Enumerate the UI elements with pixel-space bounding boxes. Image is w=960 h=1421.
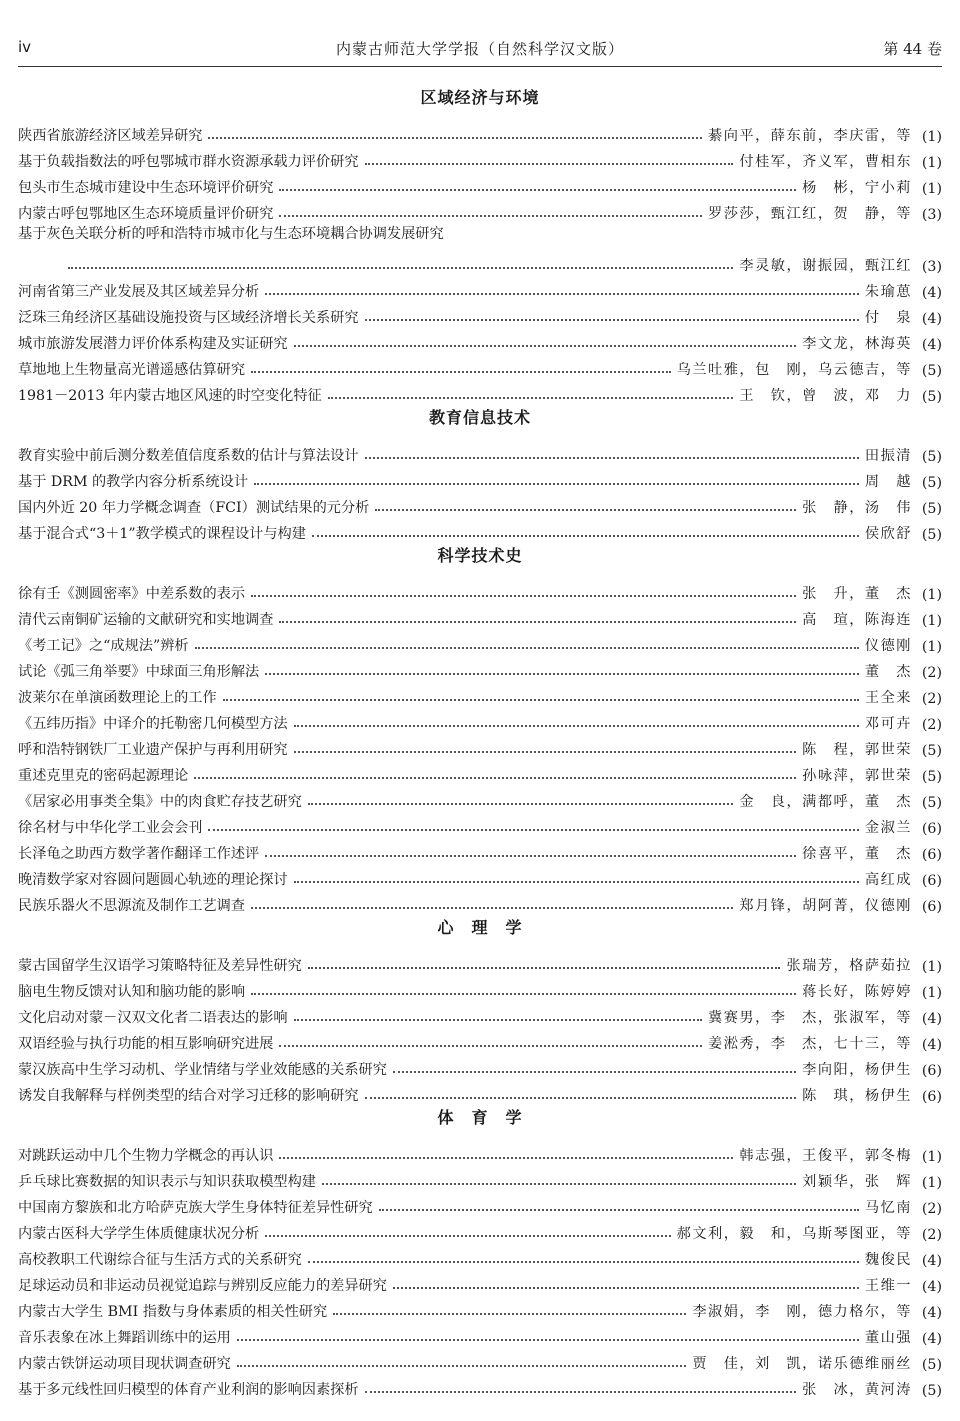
entry-authors: 金淑兰 (864, 820, 912, 836)
entry-title: 基于 DRM 的教学内容分析系统设计 (18, 474, 249, 490)
entry-authors: 魏俊民 (864, 1252, 912, 1268)
entry-authors: 高红成 (864, 872, 912, 888)
dot-leader (312, 535, 859, 537)
toc-entry[interactable] (18, 517, 942, 543)
entry-authors: 刘颖华，张 辉 (802, 1174, 912, 1190)
entry-page: (5) (921, 527, 942, 543)
dot-leader (251, 595, 796, 597)
page-number: iv (18, 38, 32, 56)
toc-entry[interactable] (18, 379, 942, 405)
dot-leader (393, 1071, 796, 1073)
entry-authors: 冀赛男，李 杰，张淑军，等 (708, 1010, 912, 1026)
entry-title: 脑电生物反馈对认知和脑功能的影响 (18, 984, 246, 1000)
entry-page: (6) (921, 821, 942, 837)
toc-entry[interactable] (18, 889, 942, 915)
entry-authors: 韩志强，王俊平，郭冬梅 (739, 1148, 912, 1164)
dot-leader (294, 725, 859, 727)
entry-title: 内蒙古医科大学学生体质健康状况分析 (18, 1226, 260, 1242)
entry-title: 城市旅游发展潜力评价体系构建及实证研究 (18, 336, 288, 352)
entry-page: (1) (921, 587, 942, 603)
toc-entry[interactable] (18, 327, 942, 353)
toc-entry[interactable] (18, 119, 942, 145)
entry-title: 教育实验中前后测分数差值信度系数的估计与算法设计 (18, 448, 359, 464)
entry-page: (2) (921, 691, 942, 707)
dot-leader (237, 1365, 687, 1367)
entry-title: 内蒙古大学生 BMI 指数与身体素质的相关性研究 (18, 1304, 328, 1320)
dot-leader (365, 319, 859, 321)
entry-authors: 邓可卉 (864, 716, 912, 732)
entry-title: 对跳跃运动中几个生物力学概念的再认识 (18, 1148, 274, 1164)
entry-page: (6) (921, 899, 942, 915)
entry-authors: 张 静，汤 伟 (802, 500, 912, 516)
entry-page: (1) (921, 181, 942, 197)
toc-entry[interactable] (18, 759, 942, 785)
entry-title: 音乐表象在冰上舞蹈训练中的运用 (18, 1330, 231, 1346)
entry-page: (6) (921, 873, 942, 889)
entry-title: 陕西省旅游经济区域差异研究 (18, 128, 203, 144)
toc-entry[interactable] (18, 1079, 942, 1105)
toc-entry[interactable] (18, 1165, 942, 1191)
entry-title: 国内外近 20 年力学概念调查（FCI）测试结果的元分析 (18, 500, 370, 516)
entry-authors: 董山强 (864, 1330, 912, 1346)
toc-entry[interactable] (18, 491, 942, 517)
toc-entry[interactable] (18, 275, 942, 301)
section-heading: 教育信息技术 (428, 408, 531, 427)
entry-title: 内蒙古呼包鄂地区生态环境质量评价研究 (18, 206, 274, 222)
toc-entry[interactable] (18, 465, 942, 491)
section-heading: 体 育 学 (437, 1108, 523, 1127)
entry-title: 泛珠三角经济区基础设施投资与区域经济增长关系研究 (18, 310, 359, 326)
entry-page: (4) (921, 311, 942, 327)
entry-authors: 陈 程，郭世荣 (802, 742, 912, 758)
entry-page: (5) (921, 363, 942, 379)
toc-entry[interactable] (18, 863, 942, 889)
table-of-contents (18, 85, 942, 1399)
toc-entry[interactable] (18, 1053, 942, 1079)
entry-page: (4) (921, 1331, 942, 1347)
entry-title: 《考工记》之“成规法”辨析 (18, 638, 189, 654)
entry-authors: 张 升，董 杰 (802, 586, 912, 602)
dot-leader (208, 829, 858, 831)
journal-title: 内蒙古师范大学学报（自然科学汉文版） (335, 40, 624, 58)
entry-page: (5) (921, 475, 942, 491)
entry-page: (2) (921, 665, 942, 681)
toc-entry[interactable] (18, 785, 942, 811)
entry-title: 双语经验与执行功能的相互影响研究进展 (18, 1036, 274, 1052)
entry-page: (4) (921, 1305, 942, 1321)
entry-title: 高校教职工代谢综合征与生活方式的关系研究 (18, 1252, 302, 1268)
toc-entry[interactable] (18, 1001, 942, 1027)
entry-authors: 王维一 (864, 1278, 912, 1294)
entry-page: (1) (921, 129, 942, 145)
entry-title: 草地地上生物量高光谱遥感估算研究 (18, 362, 246, 378)
toc-entry[interactable] (18, 1295, 942, 1321)
volume-label: 第 44 卷 (883, 40, 942, 58)
entry-page: (5) (921, 501, 942, 517)
dot-leader (393, 1287, 859, 1289)
entry-page: (2) (921, 1201, 942, 1217)
dot-leader (279, 215, 702, 217)
entry-authors: 侯欣舒 (864, 526, 912, 542)
toc-entry[interactable] (18, 811, 942, 837)
entry-title: 基于多元线性回归模型的体育产业利润的影响因素探析 (18, 1382, 359, 1398)
toc-entry[interactable] (18, 975, 942, 1001)
entry-page: (1) (921, 1149, 942, 1165)
entry-title: 文化启动对蒙－汉双文化者二语表达的影响 (18, 1010, 288, 1026)
entry-authors: 郑月锋，胡阿菁，仪德刚 (739, 898, 912, 914)
entry-page: (6) (921, 847, 942, 863)
toc-entry[interactable] (18, 1373, 942, 1399)
entry-authors: 田振清 (864, 448, 912, 464)
entry-title: 呼和浩特钢铁厂工业遗产保护与再利用研究 (18, 742, 288, 758)
entry-title: 长泽龟之助西方数学著作翻译工作述评 (18, 846, 260, 862)
entry-authors: 孙咏萍，郭世荣 (802, 768, 912, 784)
toc-entry[interactable] (18, 577, 942, 603)
entry-page: (5) (921, 1357, 942, 1373)
entry-authors: 姜淞秀，李 杰，七十三，等 (708, 1036, 912, 1052)
entry-authors: 张 冰，黄河涛 (802, 1382, 912, 1398)
dot-leader (375, 509, 796, 511)
entry-page: (2) (921, 717, 942, 733)
entry-title: 《五纬历指》中译介的托勒密几何模型方法 (18, 716, 288, 732)
entry-authors: 金 良，满都呼，董 杰 (739, 794, 912, 810)
dot-leader (379, 1209, 859, 1211)
dot-leader (365, 1391, 797, 1393)
entry-authors: 贾 佳，刘 凯，诺乐德维丽丝 (692, 1356, 912, 1372)
toc-entry[interactable] (18, 197, 942, 223)
entry-title: 内蒙古铁饼运动项目现状调查研究 (18, 1356, 231, 1372)
entry-title: 包头市生态城市建设中生态环境评价研究 (18, 180, 274, 196)
entry-title: 基于混合式“3＋1”教学模式的课程设计与构建 (18, 526, 306, 542)
dot-leader (365, 1097, 797, 1099)
dot-leader (294, 345, 797, 347)
dot-leader (237, 1339, 859, 1341)
dot-leader (251, 907, 733, 909)
running-header (18, 36, 942, 67)
dot-leader (208, 137, 702, 139)
entry-page: (4) (921, 1279, 942, 1295)
entry-page: (4) (921, 337, 942, 353)
dot-leader (294, 881, 859, 883)
entry-title: 基于负载指数法的呼包鄂城市群水资源承载力评价研究 (18, 154, 359, 170)
entry-authors: 付 泉 (864, 310, 912, 326)
toc-entry[interactable] (18, 1269, 942, 1295)
dot-leader (251, 993, 796, 995)
entry-title: 足球运动员和非运动员视觉追踪与辨别反应能力的差异研究 (18, 1278, 387, 1294)
dot-leader (279, 1045, 702, 1047)
entry-page: (5) (921, 1383, 942, 1399)
toc-entry[interactable] (18, 707, 942, 733)
section-heading: 区域经济与环境 (420, 88, 540, 107)
entry-title: 徐有壬《测圆密率》中差系数的表示 (18, 586, 246, 602)
entry-title: 中国南方黎族和北方哈萨克族大学生身体特征差异性研究 (18, 1200, 373, 1216)
dot-leader (194, 777, 796, 779)
entry-authors: 蒋长好，陈婷婷 (802, 984, 912, 1000)
dot-leader (265, 673, 859, 675)
dot-leader (68, 267, 733, 269)
entry-title: 重述克里克的密码起源理论 (18, 768, 189, 784)
entry-title: 蒙古国留学生汉语学习策略特征及差异性研究 (18, 958, 302, 974)
entry-page: (4) (921, 1011, 942, 1027)
entry-title: 蒙汉族高中生学习动机、学业情绪与学业效能感的关系研究 (18, 1062, 387, 1078)
toc-entry[interactable] (18, 145, 942, 171)
dot-leader (308, 1261, 859, 1263)
dot-leader (223, 699, 859, 701)
entry-authors: 李灵敏，谢振园，甄江红 (739, 258, 912, 274)
toc-entry[interactable] (18, 1347, 942, 1373)
toc-entry[interactable] (18, 837, 942, 863)
toc-entry[interactable] (18, 439, 942, 465)
dot-leader (308, 967, 781, 969)
dot-leader (195, 647, 859, 649)
entry-page: (1) (921, 155, 942, 171)
dot-leader (265, 1235, 670, 1237)
entry-title: 波莱尔在单演函数理论上的工作 (18, 690, 217, 706)
entry-title: 诱发自我解释与样例类型的结合对学习迁移的影响研究 (18, 1088, 359, 1104)
entry-title: 徐名材与中华化学工业会会刊 (18, 820, 203, 836)
entry-title: 民族乐器火不思源流及制作工艺调查 (18, 898, 246, 914)
entry-page: (4) (921, 1037, 942, 1053)
dot-leader (254, 483, 859, 485)
toc-entry-continuation[interactable] (18, 249, 942, 275)
dot-leader (265, 293, 859, 295)
entry-authors: 朱瑜葸 (864, 284, 912, 300)
toc-entry[interactable] (18, 223, 942, 249)
dot-leader (294, 1019, 702, 1021)
entry-page: (1) (921, 985, 942, 1001)
entry-page: (2) (921, 1227, 942, 1243)
dot-leader (265, 855, 796, 857)
entry-authors: 罗莎莎，甄江红，贺 静，等 (708, 206, 912, 222)
entry-authors: 陈 琪，杨伊生 (802, 1088, 912, 1104)
section-heading: 科学技术史 (437, 546, 523, 565)
dot-leader (365, 457, 859, 459)
entry-title: 乒乓球比赛数据的知识表示与知识获取模型构建 (18, 1174, 316, 1190)
dot-leader (322, 1183, 796, 1185)
entry-authors: 杨 彬，宁小莉 (802, 180, 912, 196)
entry-authors: 周 越 (864, 474, 912, 490)
dot-leader (279, 189, 796, 191)
dot-leader (333, 1313, 686, 1315)
entry-authors: 徐喜平，董 杰 (802, 846, 912, 862)
entry-title: 1981－2013 年内蒙古地区风速的时空变化特征 (18, 388, 322, 404)
entry-page: (1) (921, 959, 942, 975)
entry-authors: 綦向平，薛东前，李庆雷，等 (708, 128, 912, 144)
toc-entry[interactable] (18, 681, 942, 707)
entry-authors: 李向阳，杨伊生 (802, 1062, 912, 1078)
entry-page: (1) (921, 1175, 942, 1191)
entry-authors: 李淑娟，李 刚，德力格尔，等 (692, 1304, 912, 1320)
toc-entry[interactable] (18, 629, 942, 655)
entry-page: (1) (921, 639, 942, 655)
entry-title: 试论《弧三角举要》中球面三角形解法 (18, 664, 260, 680)
entry-page: (6) (921, 1063, 942, 1079)
toc-entry[interactable] (18, 733, 942, 759)
entry-page: (3) (921, 259, 942, 275)
entry-page: (4) (921, 285, 942, 301)
entry-page: (5) (921, 389, 942, 405)
entry-title: 清代云南铜矿运输的文献研究和实地调查 (18, 612, 274, 628)
toc-entry[interactable] (18, 353, 942, 379)
entry-authors: 董 杰 (864, 664, 912, 680)
entry-authors: 王全来 (864, 690, 912, 706)
entry-page: (1) (921, 613, 942, 629)
entry-authors: 马忆南 (864, 1200, 912, 1216)
entry-authors: 乌兰吐雅，包 刚，乌云德吉，等 (676, 362, 912, 378)
toc-entry[interactable] (18, 1191, 942, 1217)
toc-entry[interactable] (18, 301, 942, 327)
entry-title: 河南省第三产业发展及其区域差异分析 (18, 284, 260, 300)
toc-entry[interactable] (18, 1027, 942, 1053)
toc-entry[interactable] (18, 655, 942, 681)
dot-leader (294, 751, 797, 753)
entry-page: (5) (921, 769, 942, 785)
entry-title: 《居家必用事类全集》中的肉食贮存技艺研究 (18, 794, 302, 810)
entry-title: 晚清数学家对容圆问题圆心轨迹的理论探讨 (18, 872, 288, 888)
entry-page: (5) (921, 795, 942, 811)
toc-entry[interactable] (18, 1217, 942, 1243)
entry-authors: 高 瑄，陈海连 (802, 612, 912, 628)
toc-entry[interactable] (18, 603, 942, 629)
dot-leader (279, 1157, 733, 1159)
section-heading: 心 理 学 (437, 918, 523, 937)
toc-entry[interactable] (18, 949, 942, 975)
entry-page: (3) (921, 207, 942, 223)
toc-entry[interactable] (18, 1321, 942, 1347)
entry-authors: 郝文利，毅 和，乌斯琴图亚，等 (676, 1226, 912, 1242)
entry-authors: 李文龙，林海英 (802, 336, 912, 352)
entry-page: (6) (921, 1089, 942, 1105)
toc-entry[interactable] (18, 1139, 942, 1165)
entry-authors: 王 钦，曾 波，邓 力 (739, 388, 912, 404)
entry-page: (4) (921, 1253, 942, 1269)
dot-leader (251, 371, 671, 373)
entry-page: (5) (921, 743, 942, 759)
dot-leader (365, 163, 734, 165)
entry-authors: 付桂军，齐义军，曹相东 (739, 154, 912, 170)
entry-authors: 仪德刚 (864, 638, 912, 654)
dot-leader (279, 621, 796, 623)
toc-entry[interactable] (18, 171, 942, 197)
entry-page: (5) (921, 449, 942, 465)
entry-authors: 张瑞芳，格萨茹拉 (786, 958, 912, 974)
dot-leader (328, 397, 734, 399)
entry-title: 基于灰色关联分析的呼和浩特市城市化与生态环境耦合协调发展研究 (18, 226, 444, 242)
dot-leader (308, 803, 734, 805)
toc-entry[interactable] (18, 1243, 942, 1269)
